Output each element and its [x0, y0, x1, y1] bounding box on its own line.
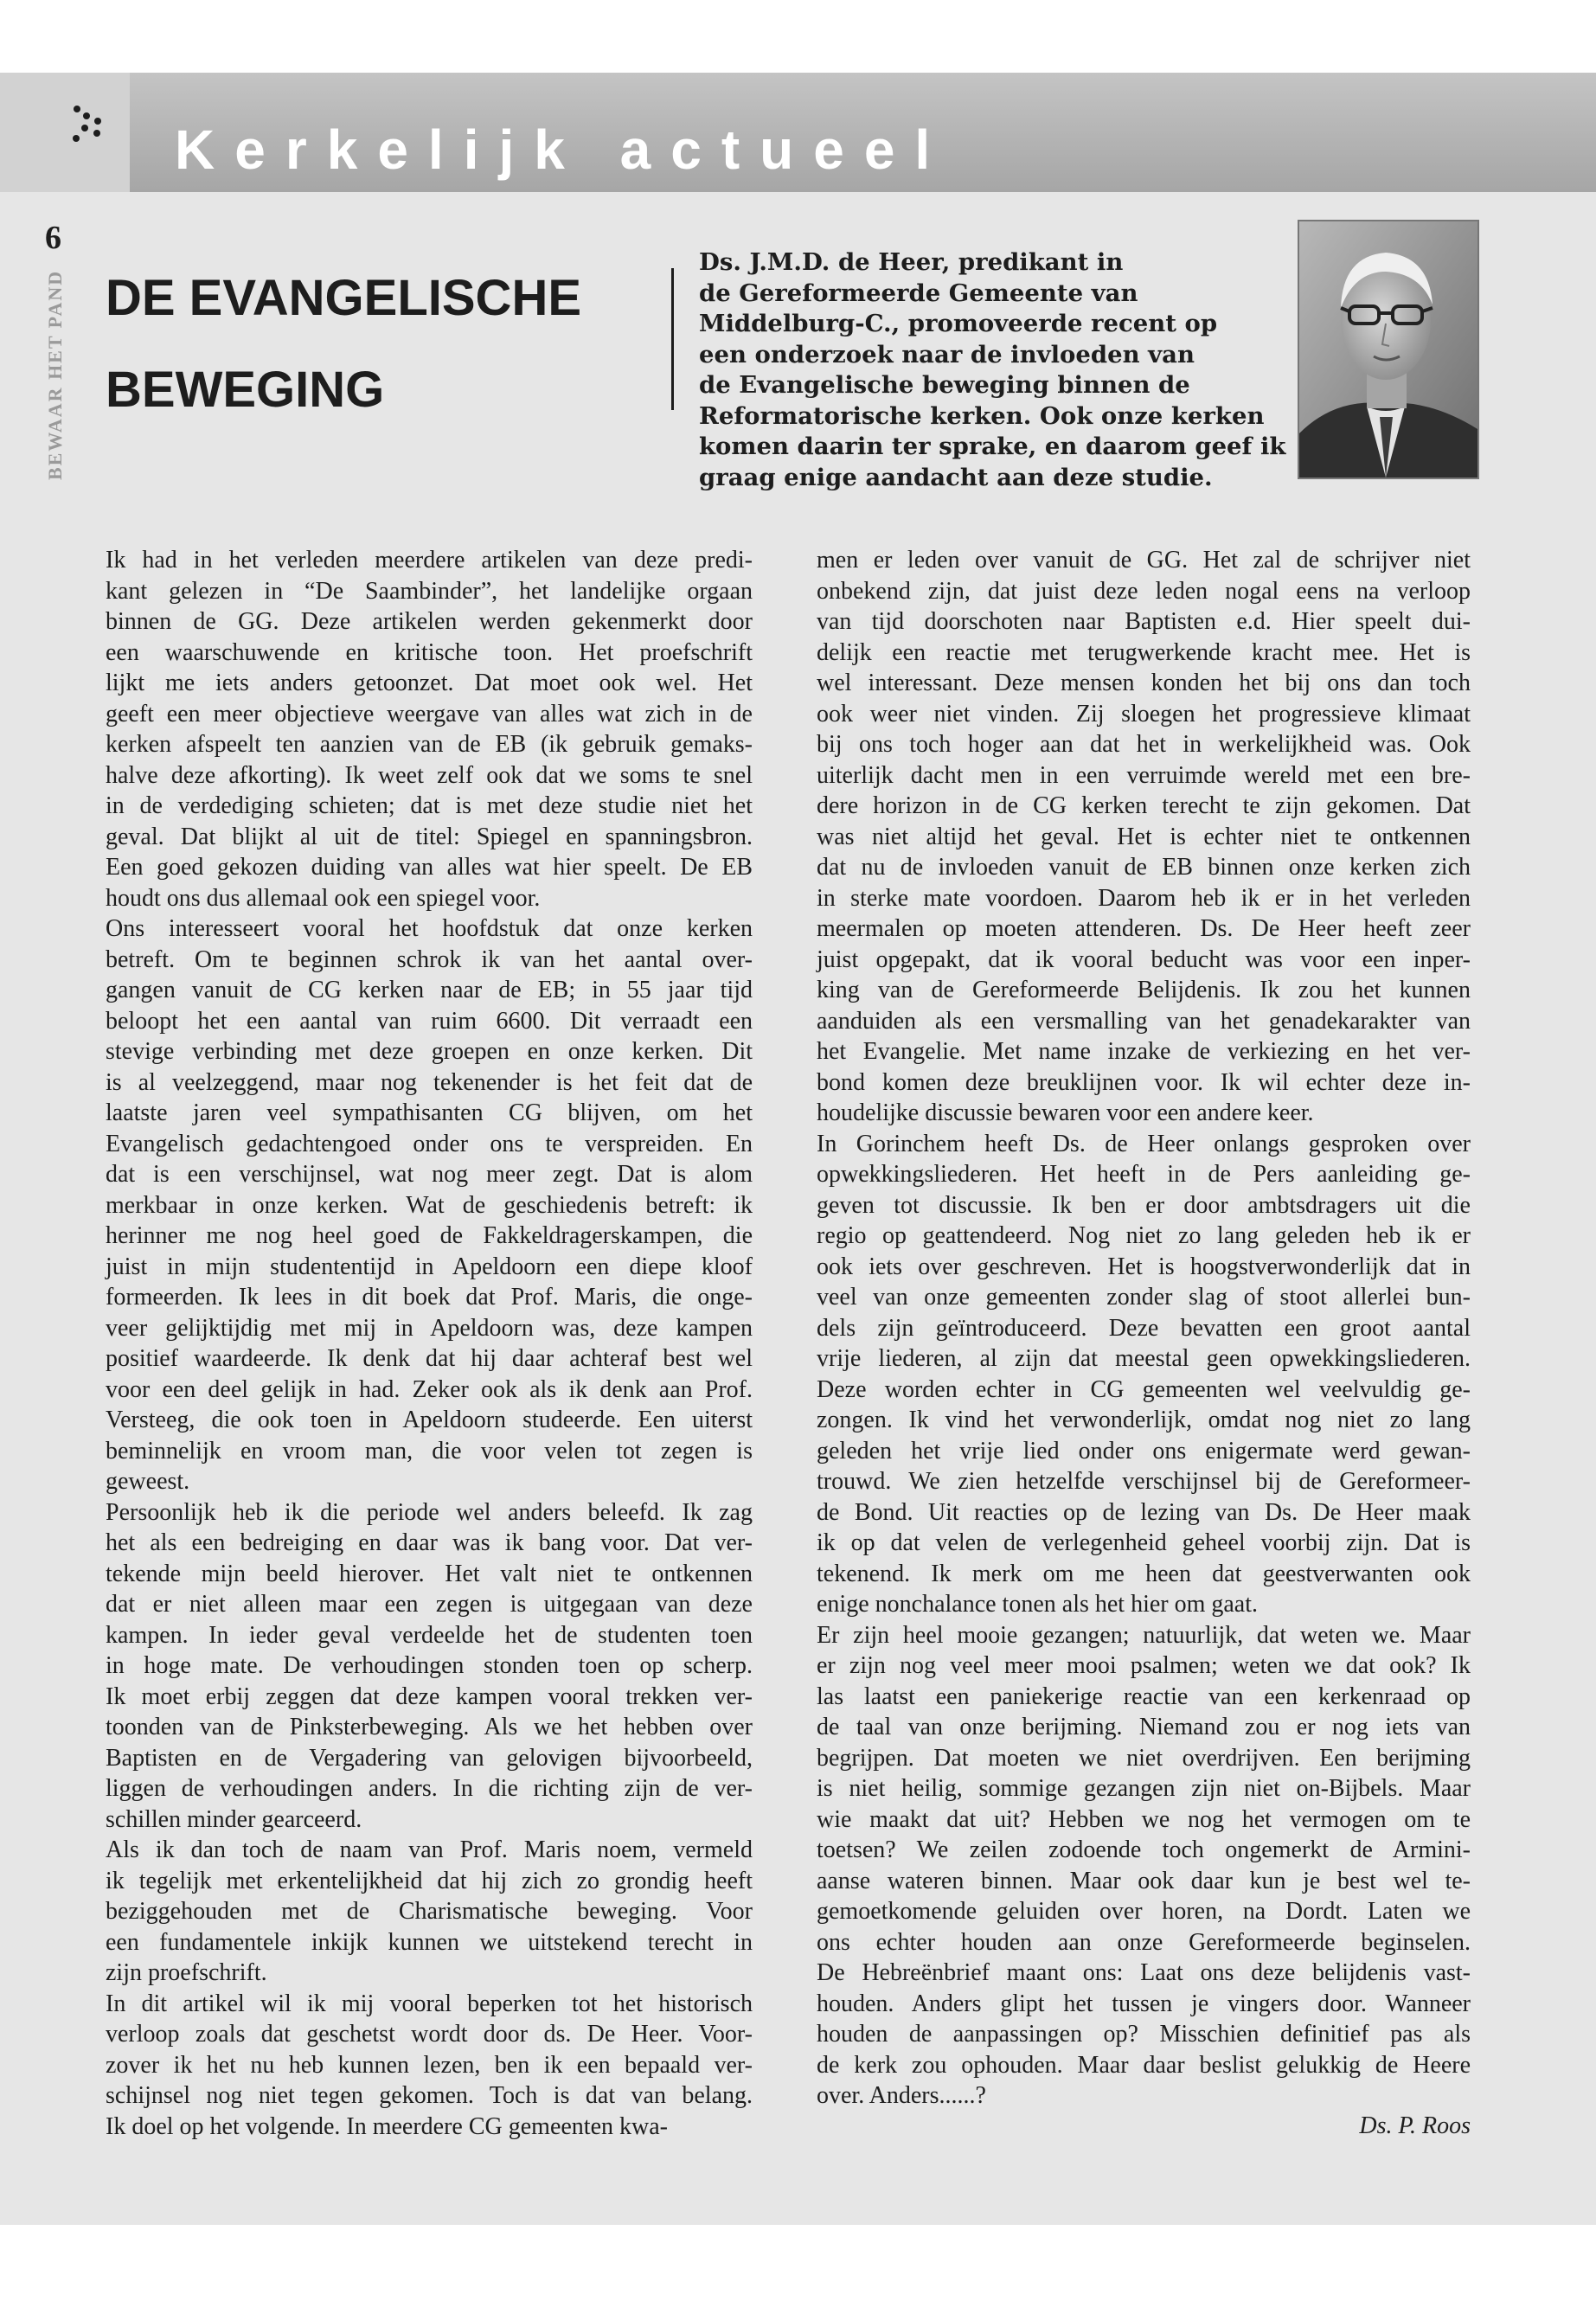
body-line: men er leden over vanuit de GG. Het zal de schrijver niet	[817, 547, 1471, 574]
body-line: In Gorinchem heeft Ds. de Heer onlangs gesproken over	[817, 1130, 1471, 1157]
body-line: tekenend. Ik merk om me heen dat geestverwanten ook	[817, 1560, 1471, 1587]
body-line: king van de Gereformeerde Belijdenis. Ik zou het kunnen	[817, 977, 1471, 1003]
author-signature: Ds. P. Roos	[1359, 2112, 1471, 2139]
body-line: de Bond. Uit reacties op de lezing van Ds. De Heer maak	[817, 1498, 1471, 1526]
body-line: voor een deel gelijk in had. Zeker ook als ik denk aan Prof.	[106, 1375, 753, 1403]
body-line: zijn proefschrift.	[106, 1959, 267, 1986]
body-line: Ik moet erbij zeggen dat deze kampen vooral trekken ver-	[106, 1682, 753, 1710]
dots-logo-icon	[69, 102, 112, 154]
body-line: dat is een verschijnsel, wat nog meer zegt. Dat is alom	[106, 1161, 753, 1188]
body-line: geeft een meer objectieve weergave van alles wat zich in de	[106, 700, 753, 727]
article-title-line: DE EVANGELISCHE	[106, 270, 582, 326]
body-line: veel van onze gemeenten zonder slag of stoot allerlei bun-	[817, 1284, 1471, 1311]
body-line: Ik had in het verleden meerdere artikelen van deze predi-	[106, 547, 753, 574]
body-line: lijkt me iets anders getoonzet. Dat moet ook wel. Het	[106, 670, 753, 696]
body-line: tekende mijn beeld hierover. Het valt niet te ontkennen	[106, 1560, 753, 1587]
intro-line: graag enige aandacht aan deze studie.	[699, 463, 1213, 491]
side-label: BEWAAR HET PAND	[44, 269, 66, 480]
body-line: wel interessant. Deze mensen konden het bij ons dan toch	[817, 670, 1471, 696]
intro-line: Middelburg-C., promoveerde recent op	[699, 310, 1218, 337]
body-line: geven tot discussie. Ik ben er door ambtsdragers uit die	[817, 1191, 1471, 1219]
body-line: dat er niet alleen maar een zegen is uitgegaan van deze	[106, 1591, 753, 1618]
body-line: is niet heilig, sommige gezangen zijn niet on-Bijbels. Maar	[817, 1775, 1471, 1802]
body-line: Er zijn heel mooie gezangen; natuurlijk, dat weten we. Maar	[817, 1621, 1471, 1649]
body-line: beziggehouden met de Charismatische beweging. Voor	[106, 1898, 753, 1925]
body-line: is al veelzeggend, maar nog tekenender is het feit dat de	[106, 1068, 753, 1096]
top-margin	[0, 0, 1596, 73]
body-line: het als een bedreiging en daar was ik bang voor. Dat ver-	[106, 1529, 753, 1556]
body-line: Als ik dan toch de naam van Prof. Maris noem, vermeld	[106, 1836, 753, 1863]
intro-line: Reformatorische kerken. Ook onze kerken	[699, 401, 1265, 430]
body-line: herinner me nog heel goed de Fakkeldragerskampen, die	[106, 1222, 753, 1249]
body-line: Versteeg, die ook toen in Apeldoorn studeerde. Een uiterst	[106, 1407, 753, 1433]
body-line: meermalen op moeten attenderen. Ds. De Heer heeft zeer	[817, 915, 1471, 942]
body-line: kampen. In ieder geval verdeelde het de studenten toen	[106, 1621, 753, 1649]
body-line: in hoge mate. De verhoudingen stonden toen op scherp.	[106, 1652, 753, 1679]
body-line: Evangelisch gedachtengoed onder ons te verspreiden. En	[106, 1130, 753, 1157]
body-line: juist opgepakt, dat ik vooral beducht was voor een inper-	[817, 945, 1471, 973]
body-line: beloopt het een aantal van ruim 6600. Dit verraadt een	[106, 1007, 753, 1035]
body-line: uiterlijk dacht men in een verruimde wereld met een bre-	[817, 761, 1471, 789]
article-body-left-column	[106, 545, 753, 2142]
body-line: over. Anders......?	[817, 2082, 986, 2109]
body-line: bond komen deze breuklijnen voor. Ik wil echter deze in-	[817, 1068, 1471, 1096]
body-line: ook weer niet vinden. Zij sloegen het progressieve klimaat	[817, 700, 1471, 727]
body-line: in sterke mate voordoen. Daarom heb ik er in het verleden	[817, 884, 1471, 912]
article-body-right-column	[817, 545, 1471, 2112]
body-line: ik op dat velen de verlegenheid geheel voorbij zijn. Dat is	[817, 1529, 1471, 1556]
body-line: gemoetkomende geluiden over horen, na Dordt. Laten we	[817, 1898, 1471, 1925]
body-line: kerken afspeelt ten aanzien van de EB (ik gebruik gemaks-	[106, 731, 753, 758]
article-title	[106, 253, 659, 436]
body-line: laatste jaren veel sympathisanten CG blijven, om het	[106, 1099, 753, 1126]
intro-line: de Gereformeerde Gemeente van	[699, 279, 1138, 307]
body-line: houden. Anders glipt het tussen je vingers door. Wanneer	[817, 1990, 1471, 2017]
body-line: Een goed gekozen duiding van alles wat hier speelt. De EB	[106, 854, 753, 881]
intro-line: een onderzoek naar de invloeden van	[699, 340, 1195, 369]
body-line: bij ons toch hoger aan dat het in werkelijkheid was. Ook	[817, 731, 1471, 758]
body-line: kant gelezen in “De Saambinder”, het landelijke orgaan	[106, 577, 753, 605]
body-line: houden de aanpassingen op? Misschien definitief pas als	[817, 2021, 1471, 2048]
body-line: gangen vanuit de CG kerken naar de EB; in 55 jaar tijd	[106, 977, 753, 1003]
body-line: de taal van onze berijming. Niemand zou er nog iets van	[817, 1714, 1471, 1740]
body-line: zover ik het nu heb kunnen lezen, ben ik een bepaald ver-	[106, 2051, 753, 2079]
body-line: schillen minder gearceerd.	[106, 1805, 362, 1833]
body-line: regio op geattendeerd. Nog niet zo lang geleden heb ik er	[817, 1222, 1471, 1249]
body-line: betreft. Om te beginnen schrok ik van het aantal over-	[106, 945, 753, 973]
body-line: Persoonlijk heb ik die periode wel anders beleefd. Ik zag	[106, 1498, 753, 1526]
body-line: een fundamentele inkijk kunnen we uitstekend terecht in	[106, 1928, 753, 1956]
body-line: toetsen? We zeilen zodoende toch ongemerkt de Armini-	[817, 1836, 1471, 1863]
intro-line: komen daarin ter sprake, en daarom geef ik	[699, 433, 1286, 460]
body-line: het Evangelie. Met name inzake de verkiezing en het ver-	[817, 1038, 1471, 1065]
body-line: juist in mijn studententijd in Apeldoorn een diepe kloof	[106, 1253, 753, 1280]
body-line: Baptisten en de Vergadering van gelovigen bijvoorbeeld,	[106, 1744, 753, 1772]
body-line: beminnelijk en vroom man, die voor velen tot zegen is	[106, 1437, 753, 1465]
body-line: ons echter houden aan onze Gereformeerde beginselen.	[817, 1928, 1471, 1956]
body-line: positief waardeerde. Ik denk dat hij daar achteraf best wel	[106, 1345, 753, 1372]
body-line: trouwd. We zien hetzelfde verschijnsel bij de Gereformeer-	[817, 1468, 1471, 1495]
body-line: de kerk zou ophouden. Maar daar beslist gelukkig de Heere	[817, 2051, 1471, 2079]
body-line: dere horizon in de CG kerken terecht te zijn gekomen. Dat	[817, 792, 1471, 819]
body-line: er zijn nog veel meer mooi psalmen; weten we dat ook? Ik	[817, 1652, 1471, 1679]
body-line: enige nonchalance tonen als het hier om gaat.	[817, 1591, 1259, 1618]
body-line: ik tegelijk met erkentelijkheid dat hij zich zo grondig heeft	[106, 1867, 753, 1894]
body-line: vrije liederen, al zijn dat meestal geen opwekkingsliederen.	[817, 1345, 1471, 1372]
article-title-line: BEWEGING	[106, 362, 385, 418]
body-line: liggen de verhoudingen anders. In die richting zijn de ver-	[106, 1775, 753, 1802]
intro-line: Ds. J.M.D. de Heer, predikant in	[699, 248, 1124, 276]
body-line: houdelijke discussie bewaren voor een andere keer.	[817, 1099, 1314, 1126]
body-line: een waarschuwende en kritische toon. Het proefschrift	[106, 638, 753, 666]
body-line: zongen. Ik vind het verwonderlijk, omdat nog niet zo lang	[817, 1407, 1471, 1433]
body-line: dels zijn geïntroduceerd. Deze bevatten een groot aantal	[817, 1314, 1471, 1342]
body-line: geweest.	[106, 1468, 190, 1495]
bottom-margin	[0, 2225, 1596, 2301]
body-line: formeerden. Ik lees in dit boek dat Prof. Maris, die onge-	[106, 1284, 753, 1311]
body-line: begrijpen. Dat moeten we niet overdrijven. Een berijming	[817, 1744, 1471, 1772]
body-line: veer gelijktijdig met mij in Apeldoorn was, deze kampen	[106, 1314, 753, 1342]
body-line: houdt ons dus allemaal ook een spiegel voor.	[106, 884, 541, 912]
body-line: dat nu de invloeden vanuit de EB binnen onze kerken zich	[817, 854, 1471, 881]
page-number: 6	[45, 220, 61, 256]
body-line: schijnsel nog niet tegen gekomen. Toch is dat van belang.	[106, 2082, 753, 2109]
body-line: geval. Dat blijkt al uit de titel: Spiegel en spanningsbron.	[106, 823, 753, 850]
body-line: Deze worden echter in CG gemeenten wel veelvuldig ge-	[817, 1375, 1471, 1403]
body-line: verloop zoals dat geschetst wordt door ds. De Heer. Voor-	[106, 2021, 753, 2048]
body-line: Ons interesseert vooral het hoofdstuk dat onze kerken	[106, 915, 753, 942]
body-line: wie maakt dat uit? Hebben we nog het vermogen om te	[817, 1805, 1471, 1833]
body-line: aanse wateren binnen. Maar ook daar kun je best wel te-	[817, 1867, 1471, 1894]
article-intro	[699, 247, 1286, 493]
portrait-photo	[1299, 221, 1477, 478]
body-line: delijk een reactie met terugwerkende kracht mee. Het is	[817, 638, 1471, 666]
section-title: Kerkelijk actueel	[175, 119, 951, 181]
body-line: De Hebreënbrief maant ons: Laat ons deze belijdenis vast-	[817, 1959, 1471, 1986]
author-portrait	[1298, 220, 1479, 479]
body-line: Ik doel op het volgende. In meerdere CG gemeenten kwa-	[106, 2112, 668, 2140]
body-line: merkbaar in onze kerken. Wat de geschiedenis betreft: ik	[106, 1191, 753, 1219]
body-line: las laatst een paniekerige reactie van een kerkenraad op	[817, 1682, 1471, 1710]
body-line: aanduiden als een versmalling van het genadekarakter van	[817, 1007, 1471, 1035]
body-line: ook iets over geschreven. Het is hoogstverwonderlijk dat in	[817, 1253, 1471, 1280]
body-line: stevige verbinding met deze groepen en onze kerken. Dit	[106, 1038, 753, 1065]
body-line: In dit artikel wil ik mij vooral beperken tot het historisch	[106, 1990, 753, 2017]
title-divider	[671, 268, 674, 410]
body-line: van tijd doorschoten naar Baptisten e.d. Hier speelt dui-	[817, 608, 1471, 635]
body-line: toonden van de Pinksterbeweging. Als we het hebben over	[106, 1714, 753, 1740]
intro-line: de Evangelische beweging binnen de	[699, 371, 1190, 399]
body-line: geleden het vrije lied onder ons enigermate werd gewan-	[817, 1437, 1471, 1465]
body-line: onbekend zijn, dat juist deze leden nogal eens na verloop	[817, 577, 1471, 605]
body-line: opwekkingsliederen. Het heeft in de Pers aanleiding ge-	[817, 1161, 1471, 1188]
body-line: binnen de GG. Deze artikelen werden gekenmerkt door	[106, 608, 753, 635]
body-line: was niet altijd het geval. Het is echter niet te ontkennen	[817, 823, 1471, 850]
body-line: halve deze afkorting). Ik weet zelf ook dat we soms te snel	[106, 761, 753, 789]
body-line: in de verdediging schieten; dat is met deze studie niet het	[106, 792, 753, 819]
